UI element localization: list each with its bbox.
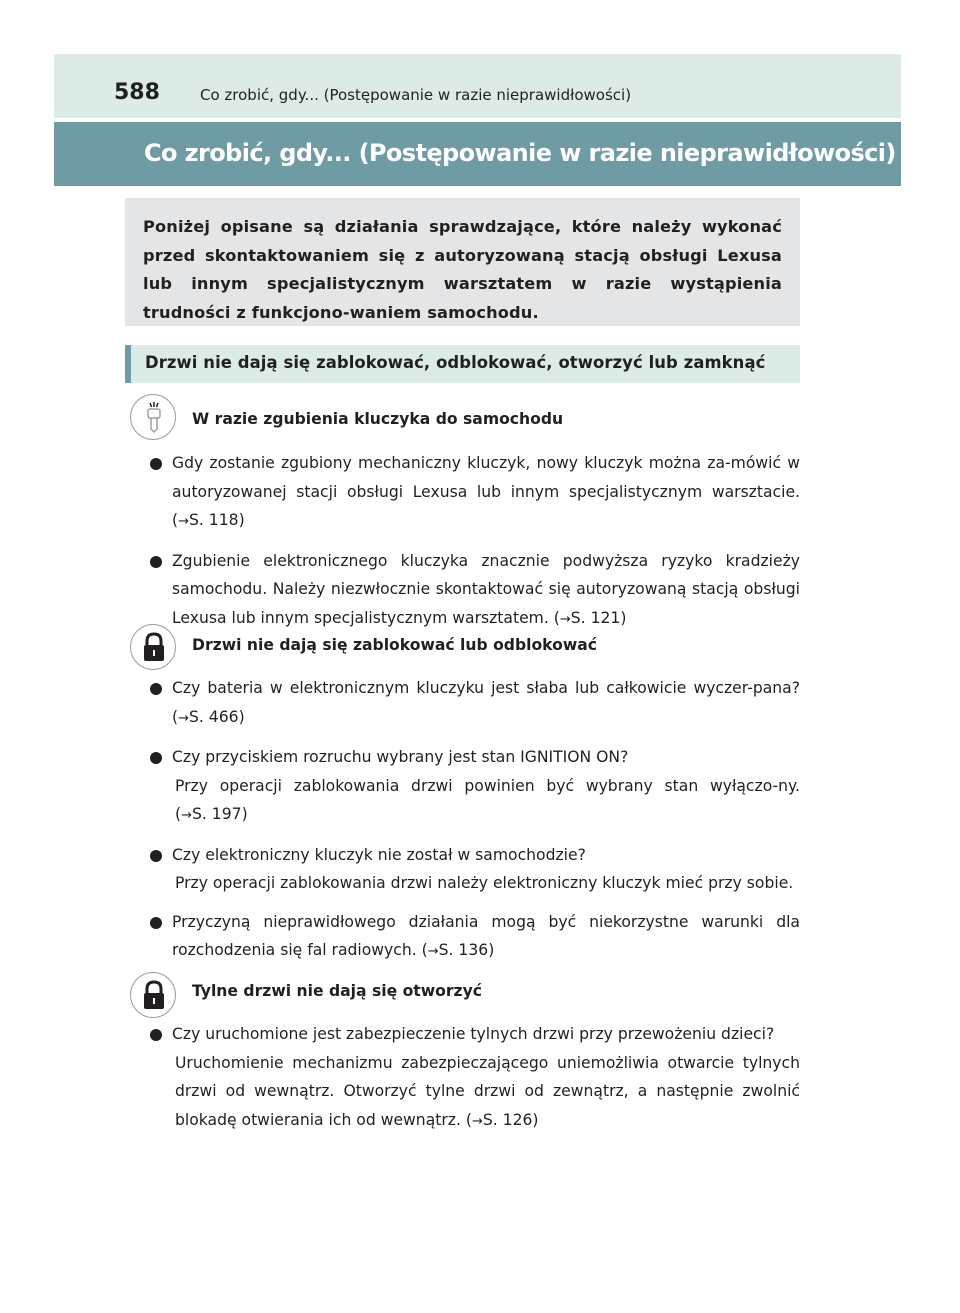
page-reference: S. 121)	[570, 608, 627, 627]
list-item: Zgubienie elektronicznego kluczyka znacznie podwyższa ryzyko kradzieży samochodu. Należy niezwłocznie skontaktować się autoryzowaną stacją obsługi Lexusa lub innym specjalistycznym warsztatem. (→S. 121)	[150, 547, 800, 635]
arrow-right-icon: →	[178, 710, 189, 726]
running-head: Co zrobić, gdy... (Postępowanie w razie nieprawidłowości)	[200, 86, 632, 104]
page-reference: S. 118)	[189, 511, 245, 529]
page-reference: S. 466)	[189, 707, 245, 726]
section-heading-bar	[125, 345, 800, 383]
lock-icon	[130, 972, 176, 1018]
intro-text: Poniżej opisane są działania sprawdzające, które należy wykonać przed skontaktowaniem się z autoryzowaną stacją obsługi Lexusa lub innym specjalistycznym warsztatem w razie wystąpienia trudności z funkcjono-waniem samochodu.	[143, 217, 782, 322]
arrow-right-icon: →	[471, 1113, 483, 1129]
bullet-dot	[150, 1029, 162, 1041]
arrow-right-icon: →	[427, 944, 439, 959]
bullet-list-lost-key	[150, 449, 800, 644]
page-reference: S. 136)	[438, 941, 495, 959]
subsection-lock-unlock	[130, 624, 800, 672]
bullet-dot	[150, 850, 162, 862]
page-number: 588	[114, 80, 160, 105]
list-item: Czy uruchomione jest zabezpieczenie tylnych drzwi przy przewożeniu dzieci? Uruchomienie mechanizmu zabezpieczającego uniemożliwia otwarcie tylnych drzwi od wewnątrz. Otworzyć tylne drzwi od zewnątrz, a następnie zwolnić blokadę otwierania ich od wewnątrz. (→S. 126)	[150, 1020, 800, 1136]
subsection-title: Tylne drzwi nie dają się otworzyć	[192, 982, 483, 1000]
bullet-list-rear-doors	[150, 1020, 800, 1146]
key-icon	[130, 394, 176, 440]
bullet-dot	[150, 458, 162, 470]
list-item: Gdy zostanie zgubiony mechaniczny kluczyk, nowy kluczyk można za-mówić w autoryzowanej stacji obsługi Lexusa lub innym specjalistycznym warsztacie. (→S. 118)	[150, 449, 800, 537]
arrow-right-icon: →	[178, 514, 189, 529]
bullet-dot	[150, 683, 162, 695]
bullet-list-lock-unlock	[150, 674, 800, 977]
page-reference: S. 126)	[482, 1110, 539, 1129]
lock-icon	[130, 624, 176, 670]
subsection-rear-doors	[130, 972, 800, 1020]
page-title: Co zrobić, gdy... (Postępowanie w razie nieprawidłowości)	[144, 139, 896, 167]
list-item: Czy bateria w elektronicznym kluczyku jest słaba lub całkowicie wyczer-pana? (→S. 466)	[150, 674, 800, 733]
title-bar	[54, 122, 901, 186]
subsection-title: Drzwi nie dają się zablokować lub odblokować	[192, 636, 598, 654]
bullet-dot	[150, 917, 162, 929]
bullet-dot	[150, 752, 162, 764]
list-item: Przyczyną nieprawidłowego działania mogą być niekorzystne warunki dla rozchodzenia się fal radiowych. (→S. 136)	[150, 908, 800, 967]
bullet-dot	[150, 556, 162, 568]
subsection-title: W razie zgubienia kluczyka do samochodu	[192, 410, 564, 428]
arrow-right-icon: →	[181, 808, 192, 823]
list-item: Czy przyciskiem rozruchu wybrany jest stan IGNITION ON? Przy operacji zablokowania drzwi powinien być wybrany stan wyłączo-ny. (→S. 197)	[150, 743, 800, 831]
section-heading: Drzwi nie dają się zablokować, odblokować, otworzyć lub zamknąć	[145, 353, 766, 372]
page-reference: S. 197)	[192, 805, 248, 823]
list-item: Czy elektroniczny kluczyk nie został w samochodzie? Przy operacji zablokowania drzwi należy elektroniczny kluczyk mieć przy sobie.	[150, 841, 800, 898]
arrow-right-icon: →	[559, 611, 571, 627]
intro-box	[125, 198, 800, 326]
subsection-lost-key	[130, 394, 800, 442]
